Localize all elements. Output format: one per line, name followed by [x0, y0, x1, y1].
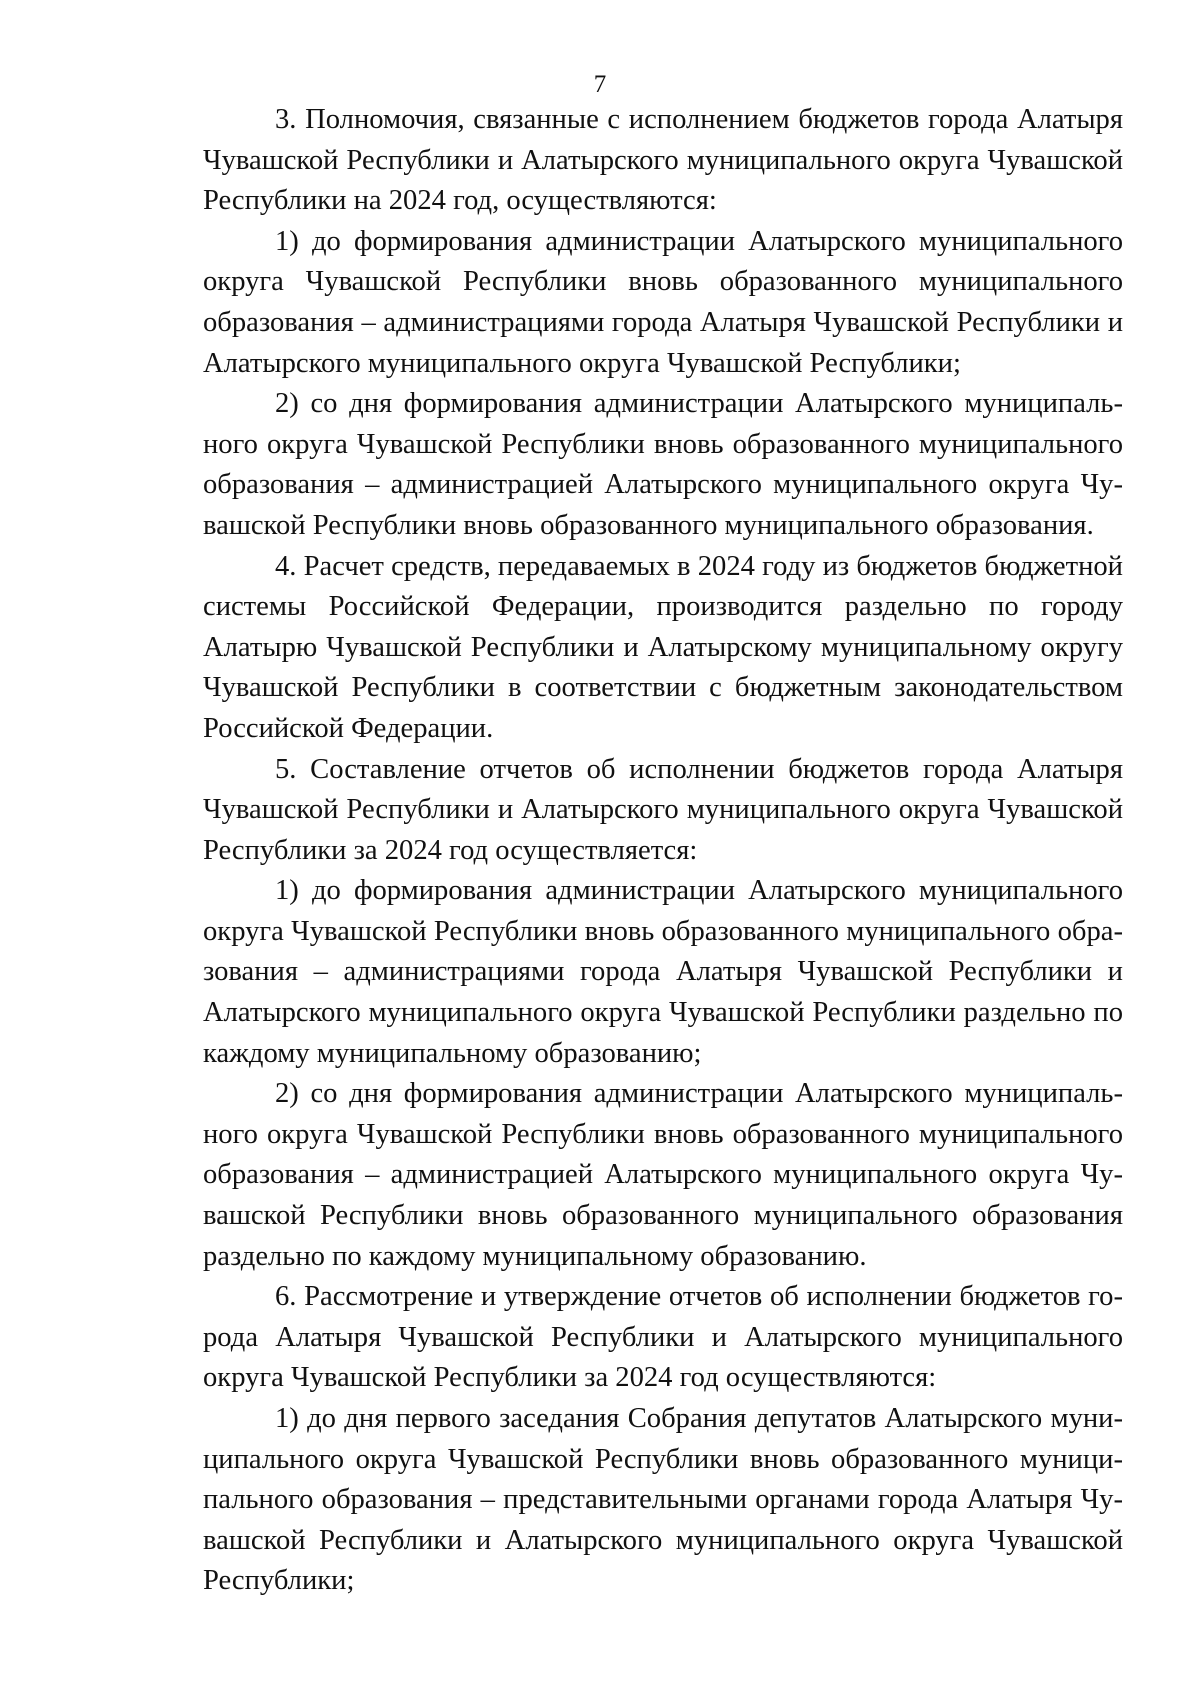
paragraph-4: 4. Расчет средств, передаваемых в 2024 году из бюджетов бюджетной системы Российской Федерации, производится раздельно по городу Алатырю Чувашской Республики и Алатырскому муниципальному округу Чувашской Республики в соответствии с бюджетным законодательством Российской Федерации.	[203, 550, 1123, 744]
document-body	[203, 100, 1123, 1602]
paragraph-5-2: 2) со дня формирования администрации Алатырского муниципального округа Чувашской Республики вновь образованного муниципального образования – администрацией Алатырского муниципального округа Чувашской Республики вновь образованного муниципального образования раздельно по каждому муниципальному образованию.	[203, 1078, 1123, 1272]
paragraph-5: 5. Составление отчетов об исполнении бюджетов города Алатыря Чувашской Республики и Алатырского муниципального округа Чувашской Республики за 2024 год осуществляется:	[203, 753, 1123, 866]
page-number: 7	[593, 71, 607, 98]
paragraph-3-1: 1) до формирования администрации Алатырского муниципального округа Чувашской Республики вновь образованного муниципального образования – администрациями города Алатыря Чувашской Республики и Алатырского муниципального округа Чувашской Республики;	[203, 225, 1123, 379]
paragraph-3-2: 2) со дня формирования администрации Алатырского муниципального округа Чувашской Республики вновь образованного муниципального образования – администрацией Алатырского муниципального округа Чувашской Республики вновь образованного муниципального образования.	[203, 388, 1123, 541]
paragraph-3: 3. Полномочия, связанные с исполнением бюджетов города Алатыря Чувашской Республики и Алатырского муниципального округа Чувашской Республики на 2024 год, осуществляются:	[203, 104, 1123, 217]
paragraph-6-1: 1) до дня первого заседания Собрания депутатов Алатырского муниципального округа Чувашской Республики вновь образованного муниципального образования – представительными органами города Алатыря Чувашской Республики и Алатырского муниципального округа Чувашской Республики;	[203, 1403, 1123, 1597]
paragraph-6: 6. Рассмотрение и утверждение отчетов об исполнении бюджетов города Алатыря Чувашской Республики и Алатырского муниципального округа Чувашской Республики за 2024 год осуществляются:	[203, 1281, 1123, 1394]
paragraph-5-1: 1) до формирования администрации Алатырского муниципального округа Чувашской Республики вновь образованного муниципального образования – администрациями города Алатыря Чувашской Республики и Алатырского муниципального округа Чувашской Республики раздельно по каждому муниципальному образованию;	[203, 875, 1123, 1069]
